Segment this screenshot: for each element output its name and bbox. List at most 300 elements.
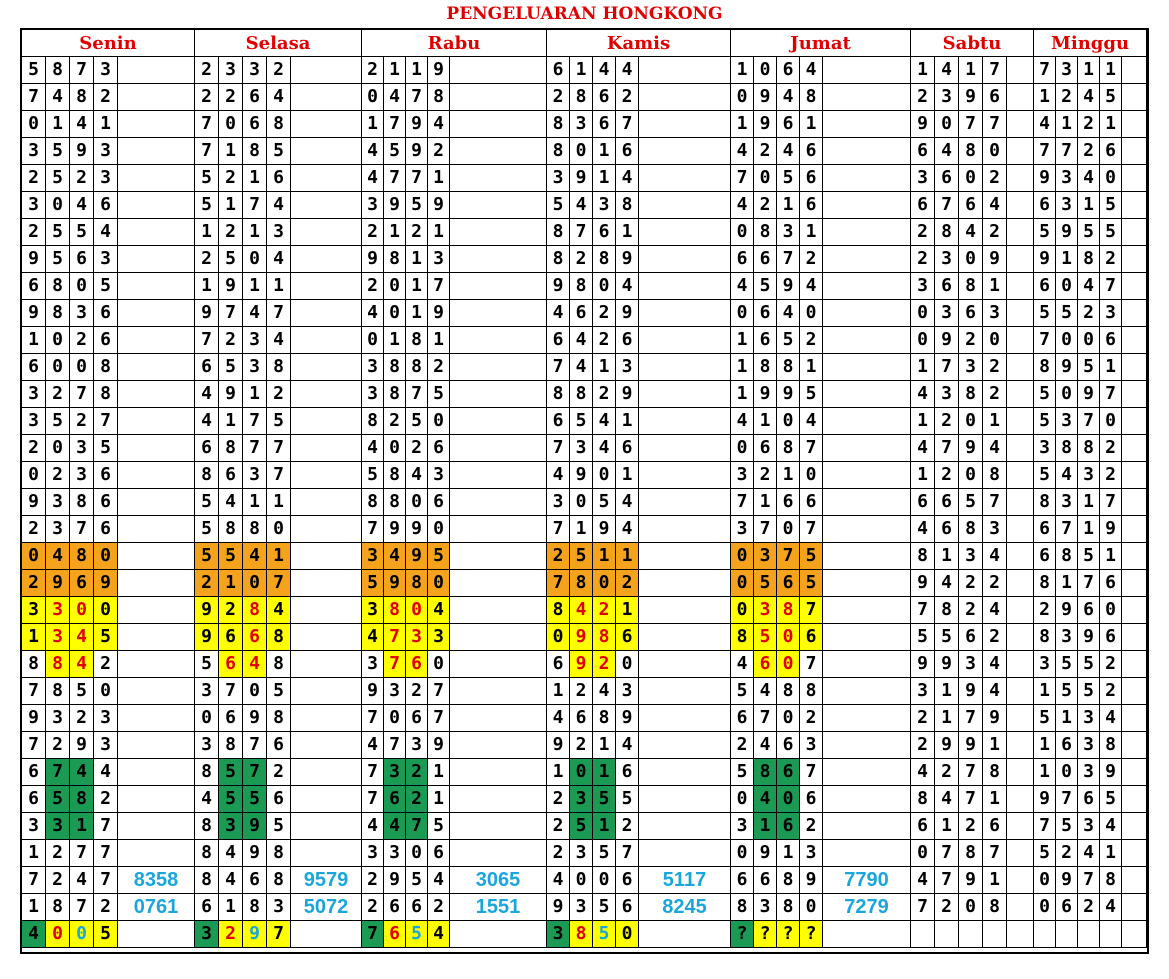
digit-cell: 7 xyxy=(983,111,1007,138)
digit-cell: 7 xyxy=(406,813,428,840)
digit-cell: 2 xyxy=(616,570,639,597)
spacer-cell xyxy=(1122,651,1147,678)
digit-cell: 3 xyxy=(547,489,570,516)
digit-cell: 6 xyxy=(754,327,777,354)
digit-cell: 8 xyxy=(754,219,777,246)
digit-cell: 1 xyxy=(428,165,450,192)
spacer-cell xyxy=(291,516,362,543)
digit-cell: 5 xyxy=(1078,651,1100,678)
digit-cell: 2 xyxy=(70,705,94,732)
digit-cell: 3 xyxy=(935,84,959,111)
digit-cell: 2 xyxy=(219,597,243,624)
digit-cell: 2 xyxy=(219,84,243,111)
spacer-cell xyxy=(291,624,362,651)
spacer-cell xyxy=(639,786,731,813)
spacer-cell xyxy=(118,435,195,462)
digit-cell xyxy=(911,921,935,948)
digit-cell: 4 xyxy=(983,678,1007,705)
digit-cell: 8 xyxy=(384,354,406,381)
digit-cell: 0 xyxy=(1056,273,1078,300)
digit-cell: 4 xyxy=(1100,813,1122,840)
digit-cell: 2 xyxy=(593,300,616,327)
digit-cell: 4 xyxy=(70,867,94,894)
digit-cell: 4 xyxy=(195,408,219,435)
digit-cell: 8 xyxy=(959,516,983,543)
digit-cell: 3 xyxy=(911,678,935,705)
spacer-cell xyxy=(823,732,911,759)
digit-cell: 2 xyxy=(267,759,291,786)
digit-cell: 2 xyxy=(959,570,983,597)
digit-cell: 1 xyxy=(1100,840,1122,867)
spacer-cell xyxy=(291,273,362,300)
digit-cell: 0 xyxy=(406,489,428,516)
digit-cell: 2 xyxy=(1100,462,1122,489)
digit-cell: 0 xyxy=(731,786,754,813)
digit-cell: 2 xyxy=(362,273,384,300)
digit-cell: 3 xyxy=(570,111,593,138)
digit-cell: 7 xyxy=(547,435,570,462)
digit-cell: 4 xyxy=(911,867,935,894)
digit-cell: 8 xyxy=(731,624,754,651)
spacer-cell xyxy=(639,921,731,948)
digit-cell: 9 xyxy=(911,651,935,678)
digit-cell xyxy=(983,921,1007,948)
digit-cell: 9 xyxy=(1056,354,1078,381)
spacer-cell xyxy=(639,435,731,462)
spacer-cell xyxy=(639,597,731,624)
digit-cell: 2 xyxy=(547,786,570,813)
spacer-cell xyxy=(291,300,362,327)
digit-cell: 6 xyxy=(94,489,118,516)
digit-cell: 3 xyxy=(754,543,777,570)
digit-cell: 2 xyxy=(362,57,384,84)
spacer-cell xyxy=(291,192,362,219)
digit-cell: 4 xyxy=(731,273,754,300)
digit-cell: 9 xyxy=(1056,867,1078,894)
spacer-cell xyxy=(291,138,362,165)
digit-cell xyxy=(1034,921,1056,948)
digit-cell: 7 xyxy=(219,678,243,705)
digit-cell: 7 xyxy=(70,57,94,84)
digit-cell: 1 xyxy=(384,327,406,354)
digit-cell: 8 xyxy=(46,678,70,705)
digit-cell: 7 xyxy=(384,624,406,651)
digit-cell: 4 xyxy=(428,867,450,894)
spacer-cell xyxy=(118,381,195,408)
digit-cell: 1 xyxy=(616,597,639,624)
digit-cell: 0 xyxy=(428,570,450,597)
digit-cell: 5 xyxy=(777,327,800,354)
digit-cell: 8 xyxy=(547,138,570,165)
day-header-senin: Senin xyxy=(22,30,195,57)
digit-cell: 0 xyxy=(754,57,777,84)
digit-cell: 5 xyxy=(1034,462,1056,489)
digit-cell: 6 xyxy=(911,813,935,840)
digit-cell: 9 xyxy=(959,84,983,111)
digit-cell: 0 xyxy=(46,435,70,462)
spacer-cell xyxy=(639,543,731,570)
digit-cell: 9 xyxy=(94,570,118,597)
digit-cell: 5 xyxy=(195,192,219,219)
digit-cell: 1 xyxy=(1034,84,1056,111)
spacer-cell xyxy=(450,651,547,678)
digit-cell: 7 xyxy=(362,516,384,543)
spacer-cell xyxy=(450,408,547,435)
digit-cell: 5 xyxy=(219,543,243,570)
spacer-cell xyxy=(450,111,547,138)
digit-cell: 9 xyxy=(547,732,570,759)
digit-cell: 9 xyxy=(935,651,959,678)
digit-cell: 6 xyxy=(911,192,935,219)
digit-cell: 8 xyxy=(384,246,406,273)
digit-cell: 4 xyxy=(731,651,754,678)
digit-cell: 3 xyxy=(731,813,754,840)
digit-cell: 7 xyxy=(94,813,118,840)
digit-cell: 8 xyxy=(46,894,70,921)
digit-cell: 3 xyxy=(800,732,823,759)
digit-cell: 8 xyxy=(1034,624,1056,651)
digit-cell: 4 xyxy=(547,300,570,327)
digit-cell: 6 xyxy=(94,300,118,327)
digit-cell: 5 xyxy=(616,786,639,813)
digit-cell: 2 xyxy=(547,813,570,840)
page-title: PENGELUARAN HONGKONG xyxy=(446,4,723,24)
digit-cell: 3 xyxy=(362,840,384,867)
digit-cell: 9 xyxy=(1078,624,1100,651)
digit-cell: 7 xyxy=(911,597,935,624)
digit-cell: 7 xyxy=(1100,273,1122,300)
spacer-cell xyxy=(823,597,911,624)
spacer-cell xyxy=(450,327,547,354)
digit-cell xyxy=(959,921,983,948)
digit-cell: 7 xyxy=(547,516,570,543)
digit-cell: 2 xyxy=(406,435,428,462)
spacer-cell xyxy=(823,327,911,354)
spacer-cell xyxy=(1122,678,1147,705)
digit-cell: 7 xyxy=(800,516,823,543)
digit-cell: 9 xyxy=(935,732,959,759)
digit-cell: 2 xyxy=(428,138,450,165)
digit-cell: 6 xyxy=(267,732,291,759)
digit-cell: 1 xyxy=(22,624,46,651)
digit-cell: 8 xyxy=(935,219,959,246)
digit-cell: 5 xyxy=(570,813,593,840)
digit-cell: 3 xyxy=(754,894,777,921)
digit-cell: 2 xyxy=(593,381,616,408)
digit-cell: 4 xyxy=(593,678,616,705)
digit-cell: 3 xyxy=(22,813,46,840)
digit-cell: 8 xyxy=(1078,435,1100,462)
digit-cell: 5 xyxy=(570,543,593,570)
spacer-cell xyxy=(823,624,911,651)
digit-cell: 1 xyxy=(547,759,570,786)
digit-cell: 5 xyxy=(1078,219,1100,246)
digit-cell: 8 xyxy=(384,489,406,516)
spacer-cell xyxy=(1007,408,1034,435)
digit-cell: 9 xyxy=(1100,516,1122,543)
digit-cell: 0 xyxy=(406,840,428,867)
digit-cell: 9 xyxy=(911,111,935,138)
digit-cell: 9 xyxy=(195,624,219,651)
digit-cell: 2 xyxy=(362,219,384,246)
digit-cell: 7 xyxy=(800,651,823,678)
digit-cell: 7 xyxy=(70,516,94,543)
digit-cell: 0 xyxy=(94,678,118,705)
spacer-cell xyxy=(1122,813,1147,840)
side-number: 1551 xyxy=(450,894,547,921)
digit-cell: 1 xyxy=(406,57,428,84)
digit-cell: 4 xyxy=(94,219,118,246)
digit-cell: 4 xyxy=(911,381,935,408)
digit-cell: 8 xyxy=(384,381,406,408)
digit-cell: 6 xyxy=(1078,597,1100,624)
digit-cell: 9 xyxy=(959,732,983,759)
digit-cell: 9 xyxy=(428,300,450,327)
spacer-cell xyxy=(291,759,362,786)
digit-cell: 7 xyxy=(243,192,267,219)
digit-cell: ? xyxy=(777,921,800,948)
digit-cell: 0 xyxy=(1034,894,1056,921)
digit-cell: 5 xyxy=(94,435,118,462)
digit-cell: 5 xyxy=(219,354,243,381)
spacer-cell xyxy=(1007,813,1034,840)
digit-cell: 4 xyxy=(983,651,1007,678)
digit-cell: 3 xyxy=(800,840,823,867)
digit-cell: 4 xyxy=(362,300,384,327)
spacer-cell xyxy=(1007,786,1034,813)
digit-cell: 7 xyxy=(22,732,46,759)
spacer-cell xyxy=(118,624,195,651)
digit-cell: 5 xyxy=(1100,84,1122,111)
digit-cell: 9 xyxy=(935,327,959,354)
digit-cell: 5 xyxy=(46,408,70,435)
digit-cell: ? xyxy=(754,921,777,948)
digit-cell: 8 xyxy=(1034,489,1056,516)
digit-cell: 7 xyxy=(406,165,428,192)
digit-cell: 5 xyxy=(800,570,823,597)
spacer-cell xyxy=(1122,219,1147,246)
digit-cell: 1 xyxy=(195,219,219,246)
side-number: 3065 xyxy=(450,867,547,894)
digit-cell: 7 xyxy=(267,570,291,597)
digit-cell: 6 xyxy=(570,705,593,732)
digit-cell: 9 xyxy=(616,705,639,732)
digit-cell: 2 xyxy=(570,246,593,273)
digit-cell: 4 xyxy=(362,732,384,759)
digit-cell: 8 xyxy=(195,759,219,786)
digit-cell: 3 xyxy=(911,165,935,192)
digit-cell: 3 xyxy=(362,597,384,624)
digit-cell: 9 xyxy=(243,840,267,867)
digit-cell: 7 xyxy=(1100,489,1122,516)
digit-cell: 2 xyxy=(983,219,1007,246)
digit-cell: 6 xyxy=(22,786,46,813)
digit-cell: 3 xyxy=(1056,408,1078,435)
digit-cell: 2 xyxy=(219,165,243,192)
digit-cell: 3 xyxy=(362,381,384,408)
digit-cell: 7 xyxy=(46,759,70,786)
digit-cell: 4 xyxy=(593,435,616,462)
digit-cell: 8 xyxy=(800,84,823,111)
spacer-cell xyxy=(1122,273,1147,300)
digit-cell: 1 xyxy=(911,57,935,84)
digit-cell: 6 xyxy=(754,867,777,894)
digit-cell: 7 xyxy=(800,435,823,462)
digit-cell: 2 xyxy=(911,732,935,759)
digit-cell: 1 xyxy=(46,111,70,138)
digit-cell: 2 xyxy=(983,354,1007,381)
digit-cell: 1 xyxy=(547,678,570,705)
digit-cell: 8 xyxy=(959,138,983,165)
digit-cell: 8 xyxy=(195,462,219,489)
digit-cell: 9 xyxy=(243,705,267,732)
digit-cell: 4 xyxy=(94,759,118,786)
spacer-cell xyxy=(450,219,547,246)
digit-cell: 7 xyxy=(935,435,959,462)
digit-cell: 1 xyxy=(406,246,428,273)
digit-cell: 8 xyxy=(911,543,935,570)
spacer-cell xyxy=(823,408,911,435)
digit-cell: 5 xyxy=(219,246,243,273)
digit-cell: 4 xyxy=(935,570,959,597)
digit-cell: 2 xyxy=(94,84,118,111)
spacer-cell xyxy=(1122,597,1147,624)
digit-cell: 0 xyxy=(46,192,70,219)
digit-cell: 1 xyxy=(384,219,406,246)
digit-cell: 9 xyxy=(428,192,450,219)
digit-cell: 1 xyxy=(959,57,983,84)
digit-cell: 0 xyxy=(800,894,823,921)
digit-cell: 7 xyxy=(428,678,450,705)
digit-cell: 0 xyxy=(959,894,983,921)
digit-cell: 7 xyxy=(959,786,983,813)
digit-cell: 4 xyxy=(267,597,291,624)
digit-cell: 4 xyxy=(983,597,1007,624)
digit-cell xyxy=(1100,921,1122,948)
spacer-cell xyxy=(118,165,195,192)
spacer-cell xyxy=(1007,219,1034,246)
results-table xyxy=(20,28,1149,954)
digit-cell: 1 xyxy=(616,219,639,246)
digit-cell: 9 xyxy=(195,300,219,327)
digit-cell: 4 xyxy=(616,57,639,84)
spacer-cell xyxy=(118,84,195,111)
digit-cell: 7 xyxy=(243,732,267,759)
spacer-cell xyxy=(1007,705,1034,732)
spacer-cell xyxy=(639,57,731,84)
digit-cell xyxy=(935,921,959,948)
spacer-cell xyxy=(291,381,362,408)
digit-cell: 2 xyxy=(267,57,291,84)
digit-cell: 0 xyxy=(731,570,754,597)
digit-cell: 0 xyxy=(570,759,593,786)
digit-cell: 9 xyxy=(384,570,406,597)
digit-cell: 6 xyxy=(428,489,450,516)
digit-cell: 1 xyxy=(800,111,823,138)
digit-cell: 5 xyxy=(219,786,243,813)
digit-cell: 1 xyxy=(22,840,46,867)
digit-cell: 7 xyxy=(428,273,450,300)
day-header-jumat: Jumat xyxy=(731,30,911,57)
digit-cell: 0 xyxy=(1056,327,1078,354)
digit-cell: 5 xyxy=(1056,678,1078,705)
digit-cell: 4 xyxy=(362,138,384,165)
digit-cell: 8 xyxy=(70,543,94,570)
spacer-cell xyxy=(639,813,731,840)
spacer-cell xyxy=(639,705,731,732)
digit-cell: 6 xyxy=(195,894,219,921)
side-number: 5117 xyxy=(639,867,731,894)
digit-cell: 4 xyxy=(243,300,267,327)
digit-cell: 4 xyxy=(959,219,983,246)
digit-cell: 8 xyxy=(959,273,983,300)
digit-cell: 1 xyxy=(243,165,267,192)
digit-cell: 2 xyxy=(46,840,70,867)
digit-cell: 5 xyxy=(406,192,428,219)
spacer-cell xyxy=(823,273,911,300)
digit-cell: 6 xyxy=(94,462,118,489)
digit-cell: 5 xyxy=(195,489,219,516)
digit-cell: 6 xyxy=(428,435,450,462)
spacer-cell xyxy=(1007,84,1034,111)
digit-cell: 1 xyxy=(777,192,800,219)
digit-cell: 1 xyxy=(731,111,754,138)
digit-cell: 5 xyxy=(1078,543,1100,570)
spacer-cell xyxy=(1007,354,1034,381)
digit-cell: 2 xyxy=(616,84,639,111)
digit-cell: 5 xyxy=(800,381,823,408)
spacer-cell xyxy=(291,462,362,489)
digit-cell: 6 xyxy=(547,57,570,84)
spacer-cell xyxy=(450,840,547,867)
digit-cell: 1 xyxy=(983,732,1007,759)
digit-cell: 2 xyxy=(593,651,616,678)
spacer-cell xyxy=(118,408,195,435)
digit-cell: 3 xyxy=(731,516,754,543)
digit-cell: 4 xyxy=(616,732,639,759)
digit-cell: 6 xyxy=(616,327,639,354)
digit-cell: 1 xyxy=(731,327,754,354)
spacer-cell xyxy=(450,597,547,624)
digit-cell: 9 xyxy=(384,516,406,543)
digit-cell: 3 xyxy=(983,300,1007,327)
digit-cell: 7 xyxy=(983,489,1007,516)
digit-cell: 9 xyxy=(754,381,777,408)
digit-cell: 4 xyxy=(46,84,70,111)
digit-cell: 7 xyxy=(911,894,935,921)
digit-cell: 2 xyxy=(362,867,384,894)
spacer-cell xyxy=(1122,84,1147,111)
spacer-cell xyxy=(1122,165,1147,192)
spacer-cell xyxy=(291,489,362,516)
digit-cell: 4 xyxy=(731,192,754,219)
digit-cell: 6 xyxy=(800,624,823,651)
digit-cell: 5 xyxy=(362,462,384,489)
digit-cell: 4 xyxy=(911,435,935,462)
digit-cell: 9 xyxy=(800,867,823,894)
digit-cell: 2 xyxy=(959,327,983,354)
digit-cell: 2 xyxy=(406,759,428,786)
digit-cell: 2 xyxy=(406,219,428,246)
digit-cell: 0 xyxy=(94,597,118,624)
digit-cell: 5 xyxy=(243,786,267,813)
digit-cell: 6 xyxy=(94,516,118,543)
digit-cell: 8 xyxy=(547,246,570,273)
digit-cell: 8 xyxy=(593,246,616,273)
digit-cell: 1 xyxy=(1034,759,1056,786)
digit-cell: 7 xyxy=(406,381,428,408)
spacer-cell xyxy=(1007,759,1034,786)
